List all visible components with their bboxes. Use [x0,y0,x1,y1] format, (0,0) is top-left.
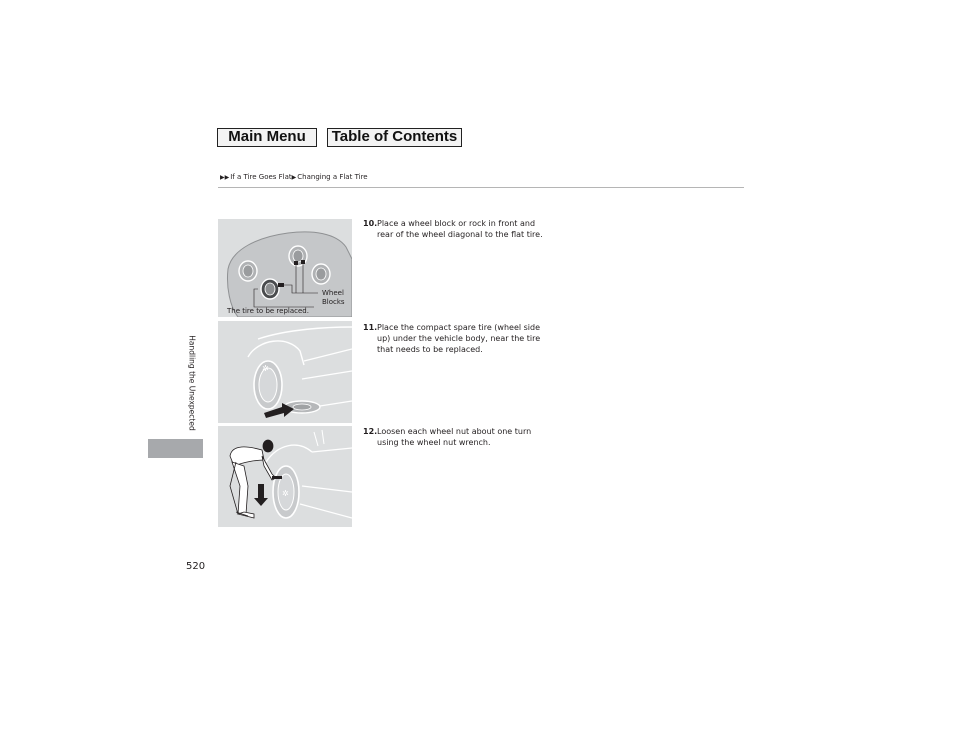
tire-to-replace-label: The tire to be replaced. [227,307,309,315]
step-10: 10.Place a wheel block or rock in front and rear of the wheel diagonal to the flat tire. [363,219,543,239]
loosen-wheel-nuts-illustration [218,426,352,527]
wheel-blocks-label-line2: Blocks [322,298,345,306]
breadcrumb-page: Changing a Flat Tire [297,173,368,181]
breadcrumb-arrow-icon: ▶▶ [220,174,230,181]
flat-tire-icon [261,279,279,299]
wheel-icon [239,261,257,281]
breadcrumb-arrow-icon: ▶ [291,174,297,181]
arrow-icon [254,484,268,506]
header-rule [218,187,744,188]
chapter-side-label: Handling the Unexpected [187,334,197,431]
tire-icon [254,361,282,409]
wheel-blocks-illustration [218,219,352,317]
tire-icon [273,466,299,518]
svg-text:✲: ✲ [282,489,289,498]
step-11: 11.Place the compact spare tire (wheel side up) under the vehicle body, near the tire that needs to be replaced. [363,323,541,354]
person-icon [230,440,276,518]
breadcrumb [220,173,368,181]
breadcrumb-section[interactable]: If a Tire Goes Flat [230,173,292,181]
step-12: 12.Loosen each wheel nut about one turn using the wheel nut wrench. [363,427,532,447]
main-menu-button[interactable]: Main Menu [217,128,317,147]
table-of-contents-button[interactable]: Table of Contents [327,128,462,147]
svg-text:✲: ✲ [262,364,269,373]
wrench-icon [272,476,282,479]
page-number: 520 [186,561,206,572]
wheel-icon [312,264,330,284]
chapter-tab-marker [148,439,203,458]
spare-tire-placement-illustration [218,321,352,423]
wheel-blocks-label-line1: Wheel [322,289,344,297]
